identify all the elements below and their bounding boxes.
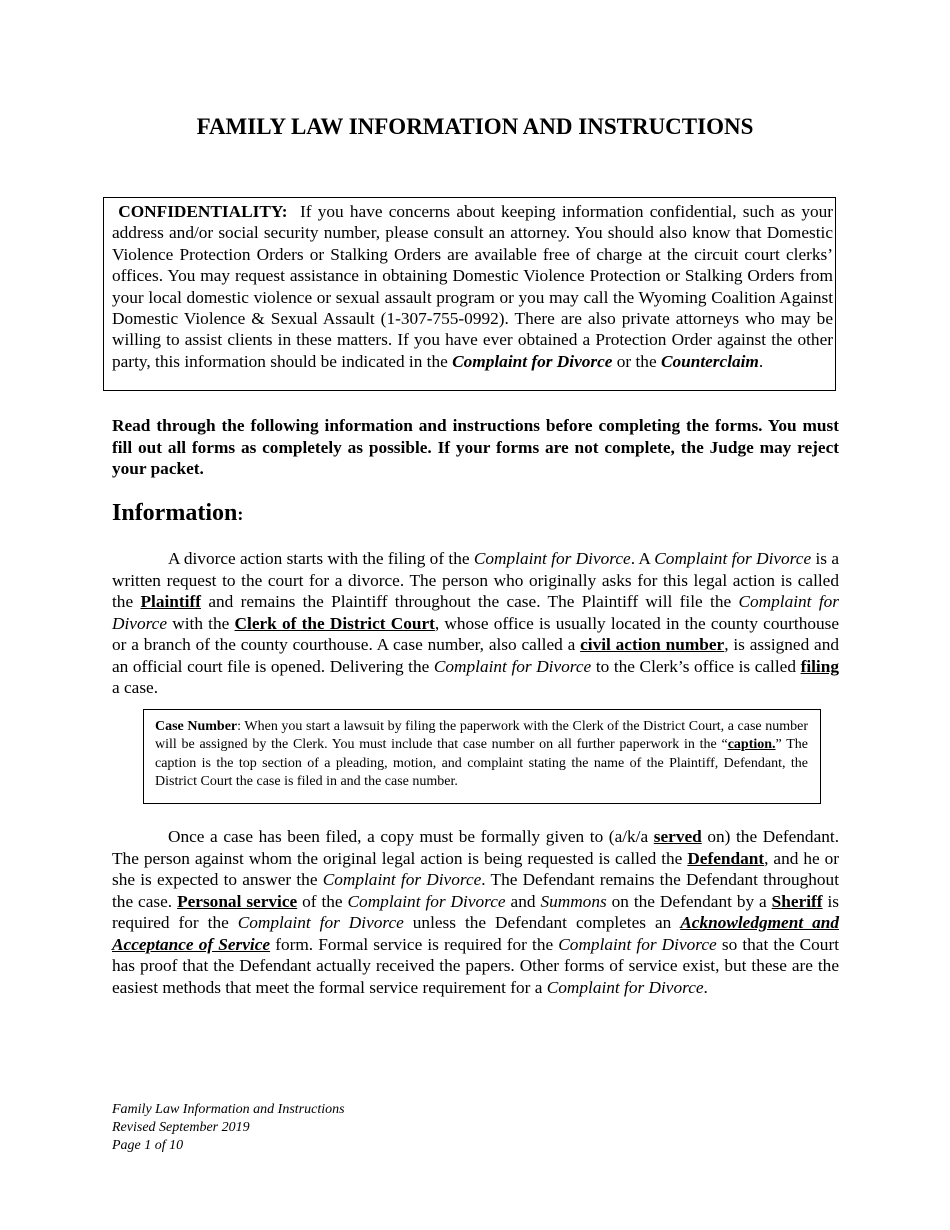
term-filing: filing	[800, 656, 839, 676]
term-plaintiff: Plaintiff	[140, 592, 201, 611]
term-defendant: Defendant	[687, 848, 765, 868]
term-served: served	[653, 827, 702, 846]
footer-document-title: Family Law Information and Instructions	[112, 1102, 345, 1117]
term-acknowledgment-form: Acknowledgment and Acceptance of Service	[112, 913, 839, 954]
page-footer	[112, 1101, 345, 1155]
page-title: FAMILY LAW INFORMATION AND INSTRUCTIONS	[196, 114, 754, 139]
confidentiality-label: CONFIDENTIALITY:	[118, 202, 288, 221]
term-caption: caption.	[727, 737, 776, 753]
confidentiality-notice-box	[103, 197, 836, 391]
read-instructions-notice: Read through the following information and instructions before completing the forms. You must fill out all forms as completely as possible. If your forms are not complete, the Judge may reject your packet.	[112, 416, 839, 478]
case-number-label: Case Number	[155, 719, 238, 734]
term-civil-action-number: civil action number	[580, 635, 725, 654]
term-sheriff: Sheriff	[771, 891, 823, 911]
case-number-note-text: Case Number: When you start a lawsuit by filing the paperwork with the Clerk of the District Court, a case number will be assigned by the Clerk. You must include that case number on all further paperwork in the “caption.” The caption is the top section of a pleading, motion, and complaint stating the name of the Plaintiff, Defendant, the District Court the case is filed in and the case number.	[155, 719, 809, 789]
footer-page-number: Page 1 of 10	[112, 1138, 184, 1153]
footer-revision-date: Revised September 2019	[112, 1120, 250, 1135]
case-number-note-box	[143, 709, 821, 804]
service-paragraph: Once a case has been filed, a copy must be formally given to (a/k/a served on) the Defendant. The person against whom the original legal action is being requested is called the Defendant, and he or she is expected to answer the Complaint for Divorce. The Defendant remains the Defendant throughout the case. Personal service of the Complaint for Divorce and Summons on the Defendant by a Sheriff is required for the Complaint for Divorce unless the Defendant completes an Acknowledgment and Acceptance of Service form. Formal service is required for the Complaint for Divorce so that the Court has proof that the Defendant actually received the papers. Other forms of service exist, but these are the easiest methods that meet the formal service requirement for a Complaint for Divorce.	[112, 827, 840, 997]
confidentiality-text: CONFIDENTIALITY: If you have concerns about keeping information confidential, such as your address and/or social security number, please consult an attorney. You should also know that Domestic Violence Protection Orders or Stalking Orders are available free of charge at the circuit court clerks’ offices. You may request assistance in obtaining Domestic Violence Protection or Stalking Orders from your local domestic violence or sexual assault program or you may call the Wyoming Coalition Against Domestic Violence & Sexual Assault (1-307-755-0992). There are also private attorneys who may be willing to assist clients in these matters. If you have ever obtained a Protection Order against the other party, this information should be indicated in the Complaint for Divorce or the Counterclaim.	[112, 202, 833, 371]
term-personal-service: Personal service	[177, 891, 298, 911]
information-heading: Information:	[112, 500, 244, 526]
term-clerk-of-district-court: Clerk of the District Court	[234, 613, 435, 633]
divorce-action-paragraph: A divorce action starts with the filing of the Complaint for Divorce. A Complaint for Divorce is a written request to the court for a divorce. The person who originally asks for this legal action is called the Plaintiff and remains the Plaintiff throughout the case. The Plaintiff will file the Complaint for Divorce with the Clerk of the District Court, whose office is usually located in the county courthouse or a branch of the county courthouse. A case number, also called a civil action number, is assigned and an official court file is opened. Delivering the Complaint for Divorce to the Clerk’s office is called filing a case.	[112, 549, 840, 697]
